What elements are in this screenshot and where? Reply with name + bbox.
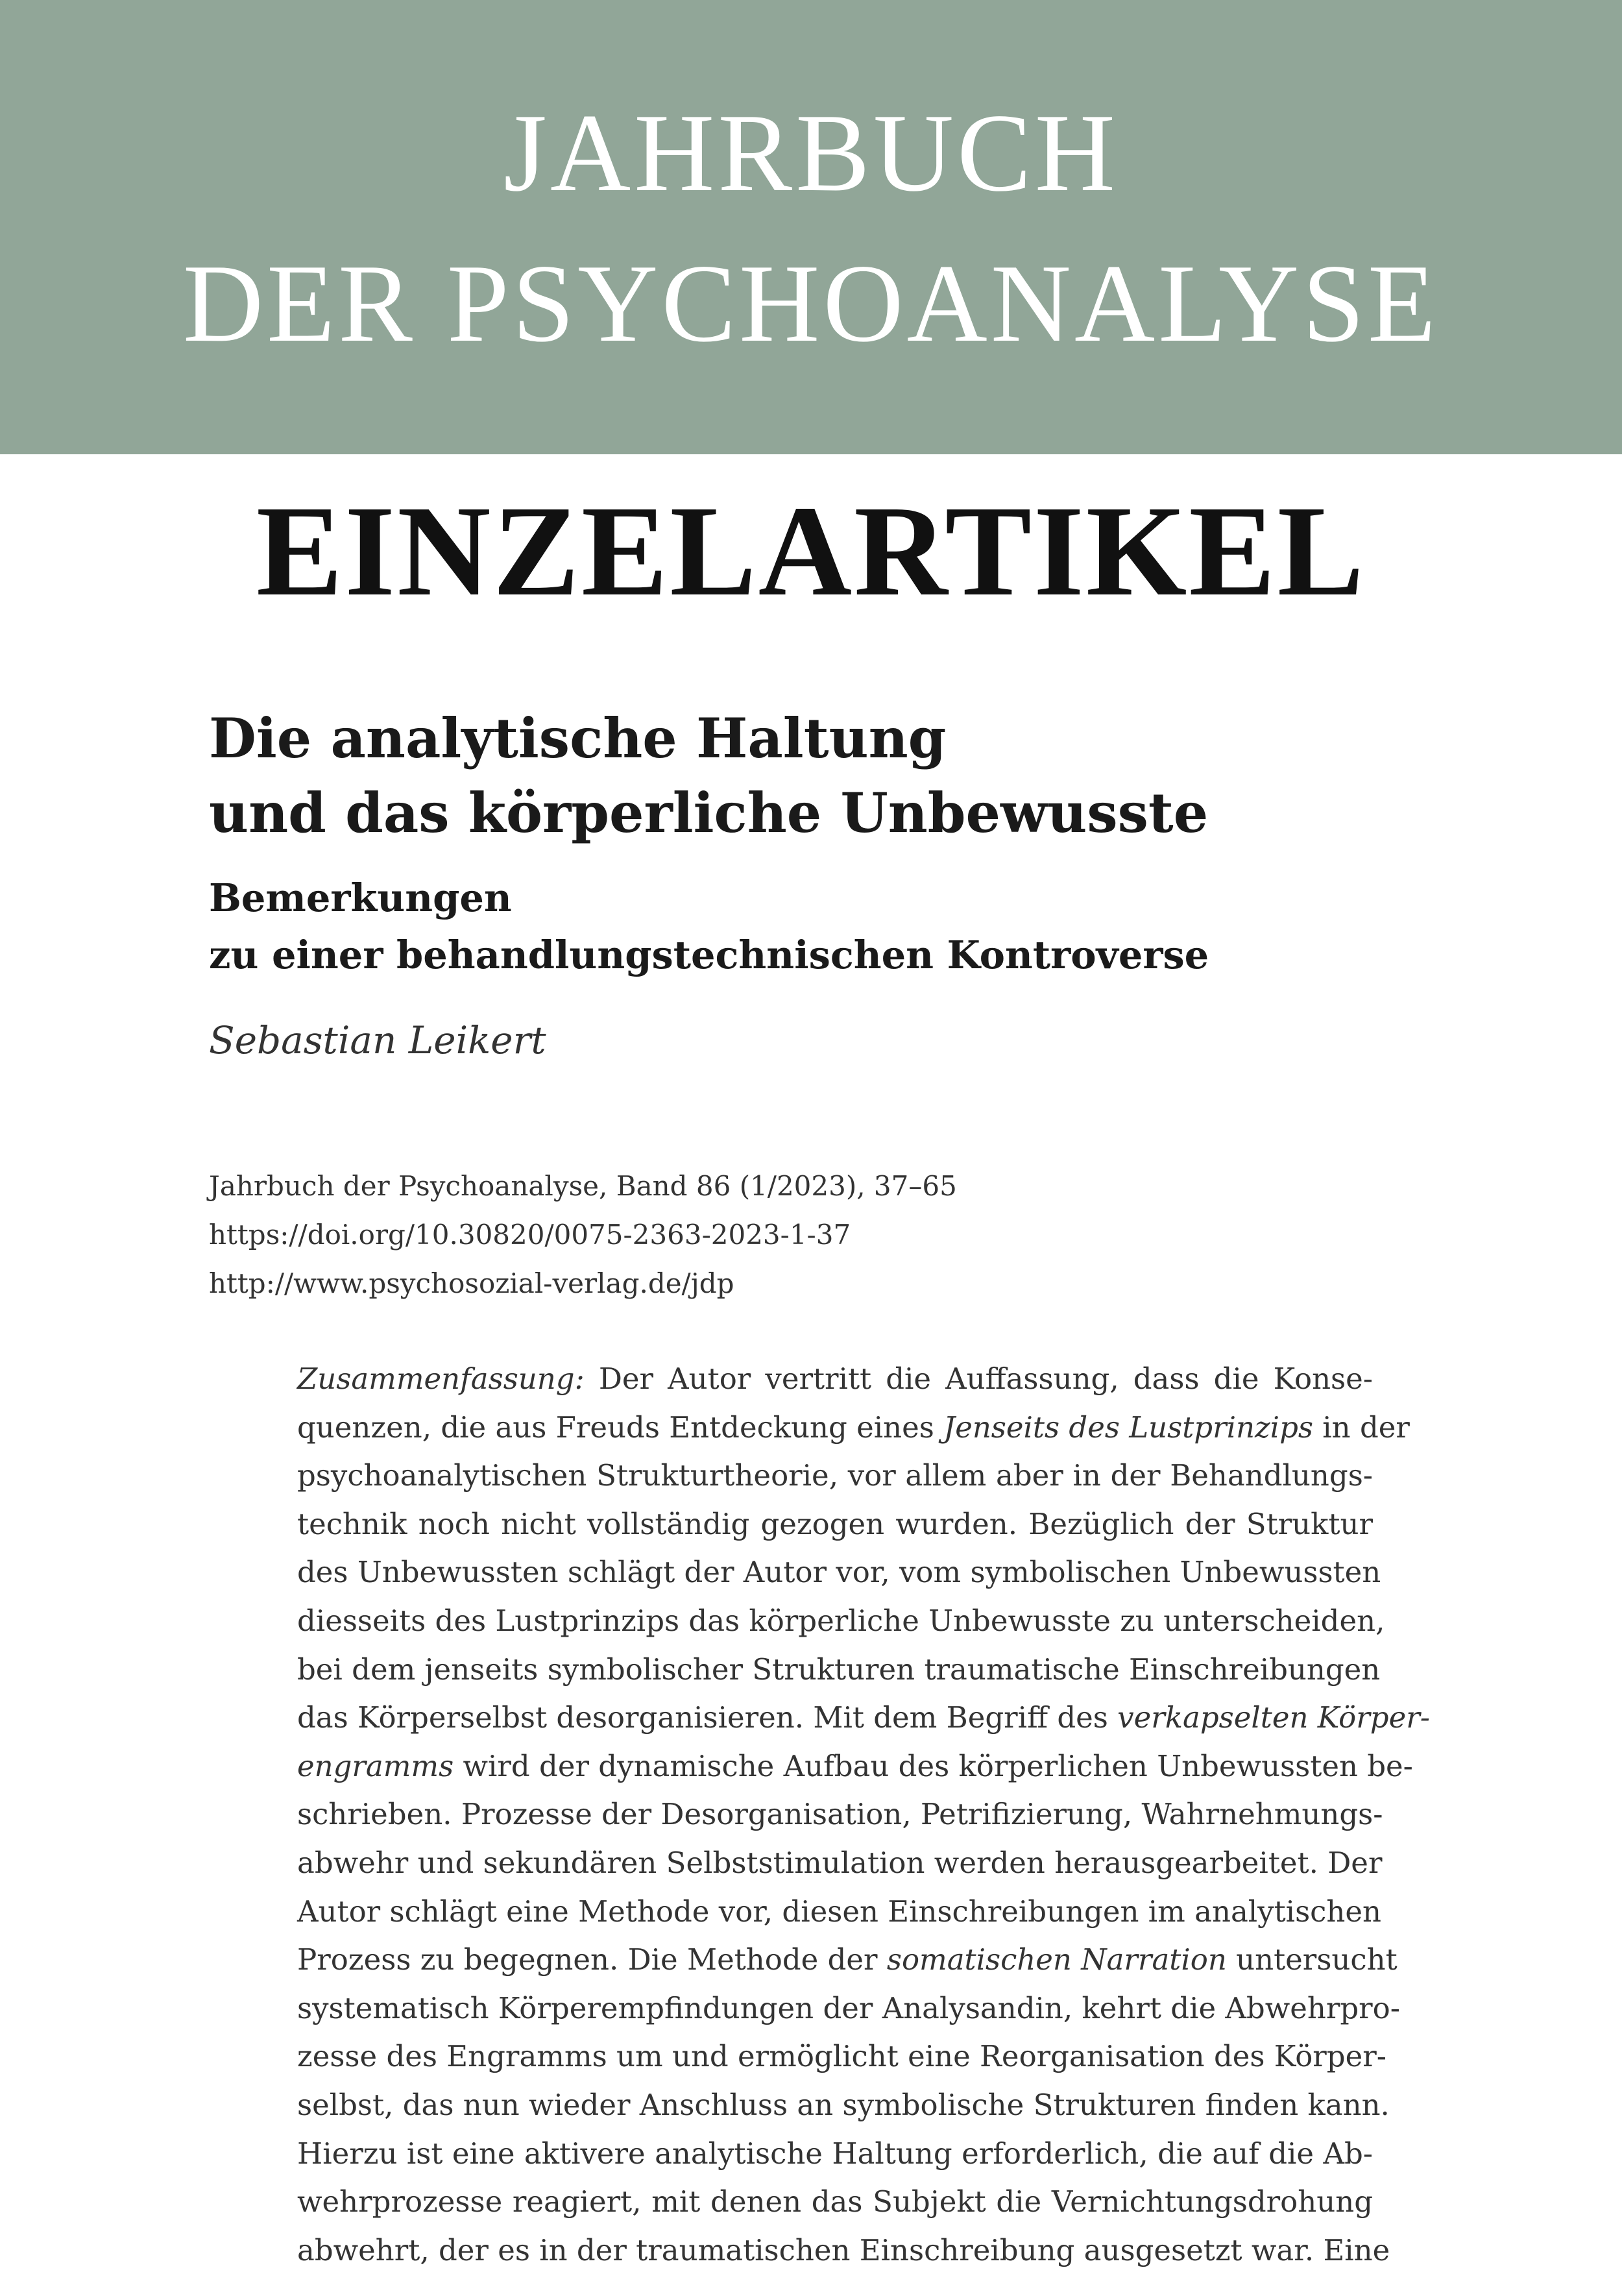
abstract-line: Autor schlägt eine Methode vor, diesen Einschreibungen im analytischen <box>297 1894 1381 1929</box>
journal-title-line-1: JAHRBUCH <box>503 92 1119 215</box>
abstract-line: bei dem jenseits symbolischer Strukturen traumatische Einschreibungen <box>297 1652 1381 1687</box>
abstract-line: des Unbewussten schlägt der Autor vor, vom symbolischen Unbewussten <box>297 1555 1381 1590</box>
abstract-line: das Körperselbst desorganisieren. Mit dem Begriff des verkapselten Körper- <box>297 1700 1430 1735</box>
article-author: Sebastian Leikert <box>209 1018 546 1062</box>
abstract-line: abwehr und sekundären Selbststimulation werden herausgearbeitet. Der <box>297 1845 1383 1880</box>
abstract-line: schrieben. Prozesse der Desorganisation, Petrifizierung, Wahrnehmungs- <box>297 1797 1383 1832</box>
article-subtitle <box>209 870 1442 984</box>
journal-banner <box>0 0 1622 454</box>
article-title <box>209 701 1442 850</box>
abstract-line: Prozess zu begegnen. Die Methode der somatischen Narration untersucht <box>297 1942 1398 1977</box>
abstract-line: psychoanalytischen Strukturtheorie, vor allem aber in der Behandlungs- <box>297 1458 1373 1493</box>
abstract-line: systematisch Körperempfindungen der Analysandin, kehrt die Abwehrpro- <box>297 1990 1400 2025</box>
publication-meta <box>209 1162 957 1308</box>
abstract-line: zesse des Engramms um und ermöglicht eine Reorganisation des Körper- <box>297 2039 1386 2074</box>
citation-text: Jahrbuch der Psychoanalyse, Band 86 (1/2023), 37–65 <box>209 1170 957 1202</box>
journal-title-line-2: DER PSYCHOANALYSE <box>182 242 1440 365</box>
abstract-line: wehrprozesse reagiert, mit denen das Subjekt die Vernichtungsdrohung <box>297 2184 1373 2219</box>
abstract-line: technik noch nicht vollständig gezogen wurden. Bezüglich der Struktur <box>297 1506 1373 1541</box>
article-subtitle-line-1: Bemerkungen <box>209 875 512 920</box>
abstract-line: Hierzu ist eine aktivere analytische Haltung erforderlich, die auf die Ab- <box>297 2136 1373 2171</box>
abstract-line: Zusammenfassung: Der Autor vertritt die Auffassung, dass die Konse- <box>297 1362 1373 1396</box>
publisher-link[interactable]: http://www.psychosozial-verlag.de/jdp <box>209 1267 734 1299</box>
article-title-line-2: und das körperliche Unbewusste <box>209 781 1209 845</box>
article-title-line-1: Die analytische Haltung <box>209 706 947 770</box>
abstract-line: selbst, das nun wieder Anschluss an symbolische Strukturen finden kann. <box>297 2087 1390 2122</box>
abstract-line: diesseits des Lustprinzips das körperliche Unbewusste zu unterscheiden, <box>297 1603 1385 1638</box>
abstract-label: Zusammenfassung: <box>297 1362 585 1396</box>
article-subtitle-line-2: zu einer behandlungstechnischen Kontroverse <box>209 933 1209 977</box>
abstract-line: abwehrt, der es in der traumatischen Einschreibung ausgesetzt war. Eine <box>297 2232 1390 2267</box>
abstract <box>297 1355 1430 2275</box>
section-heading: EINZELARTIKEL <box>256 480 1366 623</box>
abstract-line: quenzen, die aus Freuds Entdeckung eines Jenseits des Lustprinzips in der <box>297 1410 1410 1445</box>
doi-link[interactable]: https://doi.org/10.30820/0075-2363-2023-1-37 <box>209 1219 851 1251</box>
abstract-line: engramms wird der dynamische Aufbau des körperlichen Unbewussten be- <box>297 1748 1413 1783</box>
